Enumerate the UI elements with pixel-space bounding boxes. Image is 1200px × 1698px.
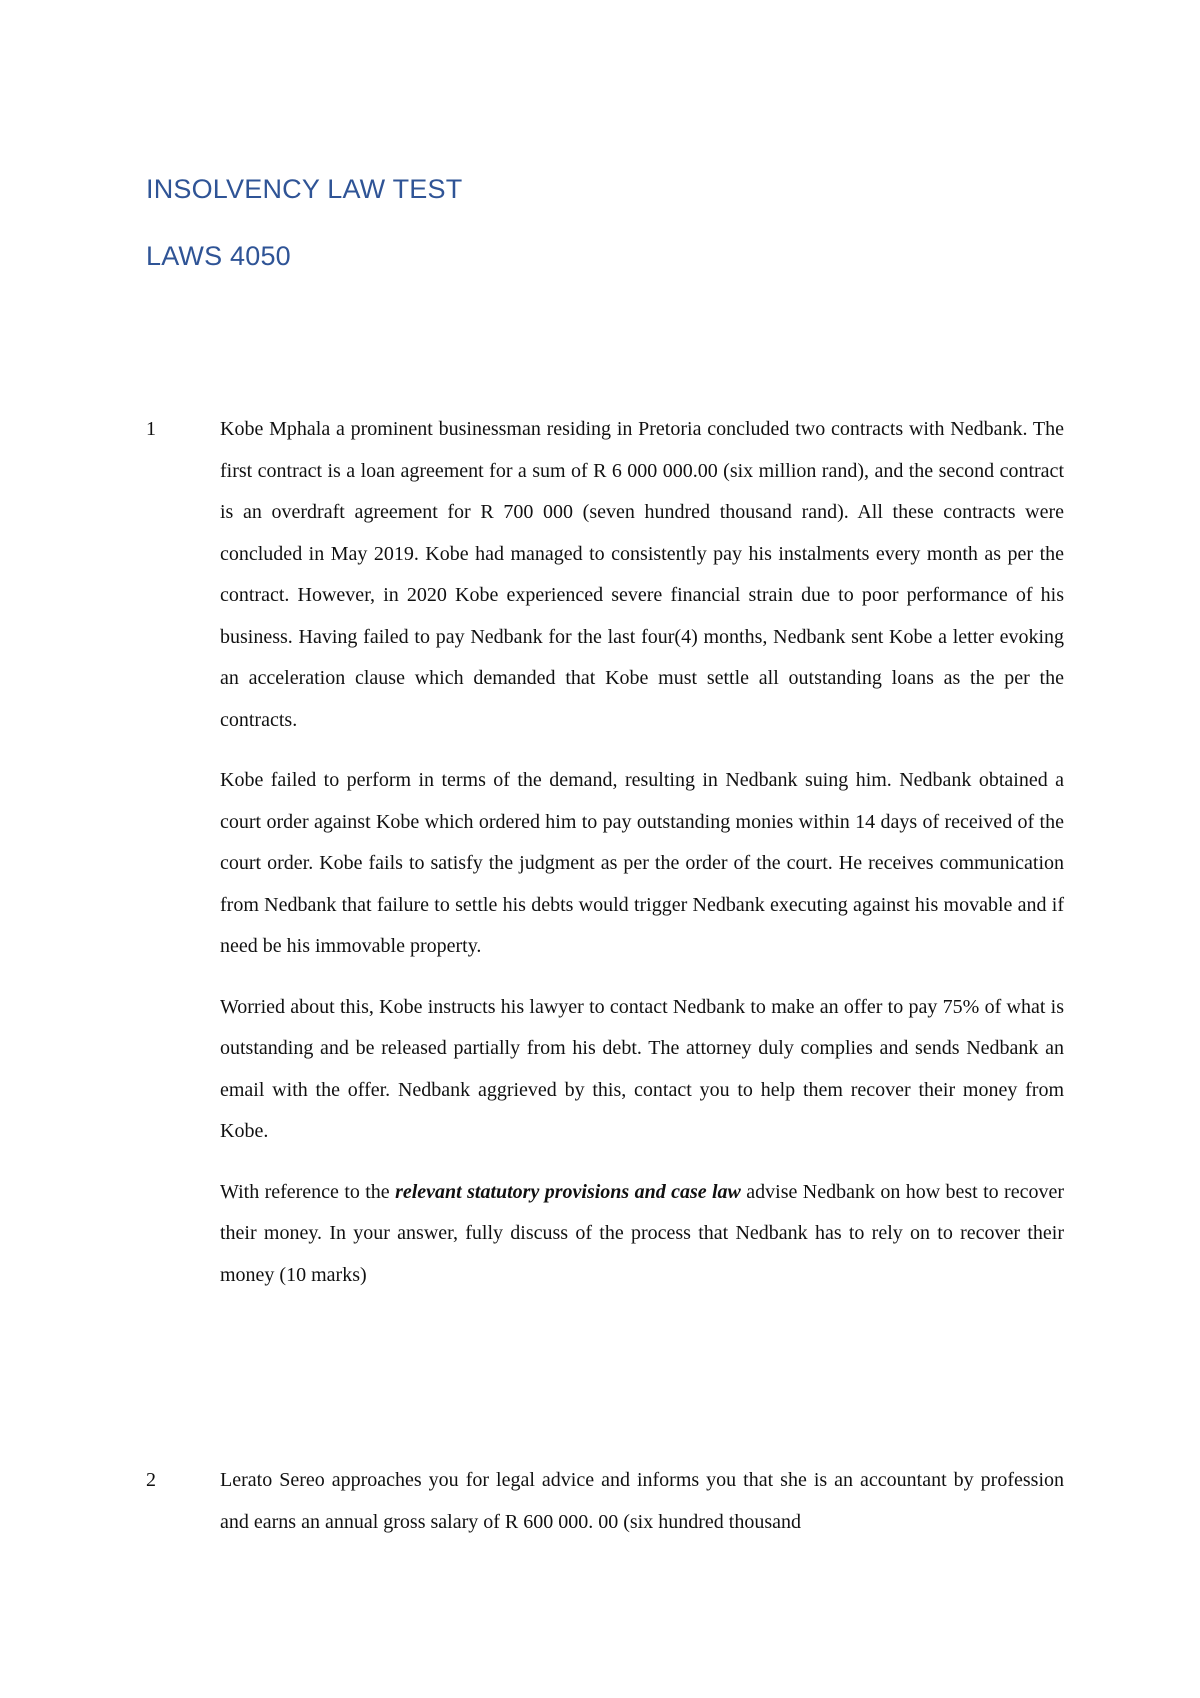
question-instruction — [220, 1172, 1064, 1297]
question-number: 2 — [146, 1469, 156, 1491]
question-paragraph: Kobe Mphala a prominent businessman residing in Pretoria concluded two contracts with Nedbank. The first contract is a loan agreement for a sum of R 6 000 000.00 (six million rand), and the second contract is an overdraft agreement for R 700 000 (seven hundred thousand rand). All these contracts were concluded in May 2019. Kobe had managed to consistently pay his instalments every month as per the contract. However, in 2020 Kobe experienced severe financial strain due to poor performance of his business. Having failed to pay Nedbank for the last four(4) months, Nedbank sent Kobe a letter evoking an acceleration clause which demanded that Kobe must settle all outstanding loans as the per the contracts. — [220, 418, 1064, 731]
question-body — [220, 409, 1064, 1315]
instruction-text: With reference to the — [220, 1180, 396, 1203]
course-code: LAWS 4050 — [146, 241, 291, 271]
question-paragraph: Kobe failed to perform in terms of the demand, resulting in Nedbank suing him. Nedbank obtained a court order against Kobe which ordered him to pay outstanding monies within 14 days of received of the court order. Kobe fails to satisfy the judgment as per the order of the court. He receives communication from Nedbank that failure to settle his debts would trigger Nedbank executing against his movable and if need be his immovable property. — [220, 769, 1064, 957]
instruction-text: advise Nedbank on how best to recover their money. In your answer, fully discuss of the process that Nedbank has to rely on to recover their money (10 marks) — [220, 1180, 1065, 1286]
document-title: INSOLVENCY LAW TEST — [146, 174, 463, 204]
instruction-emphasis: relevant statutory provisions and case law — [395, 1180, 741, 1203]
question-number: 1 — [146, 418, 156, 440]
question-paragraph: Lerato Sereo approaches you for legal advice and informs you that she is an accountant by profession and earns an annual gross salary of R 600 000. 00 (six hundred thousand — [220, 1469, 1064, 1533]
question-paragraph: Worried about this, Kobe instructs his lawyer to contact Nedbank to make an offer to pay 75% of what is outstanding and be released partially from his debt. The attorney duly complies and sends Nedbank an email with the offer. Nedbank aggrieved by this, contact you to help them recover their money from Kobe. — [220, 995, 1064, 1142]
question-body — [220, 1460, 1064, 1562]
